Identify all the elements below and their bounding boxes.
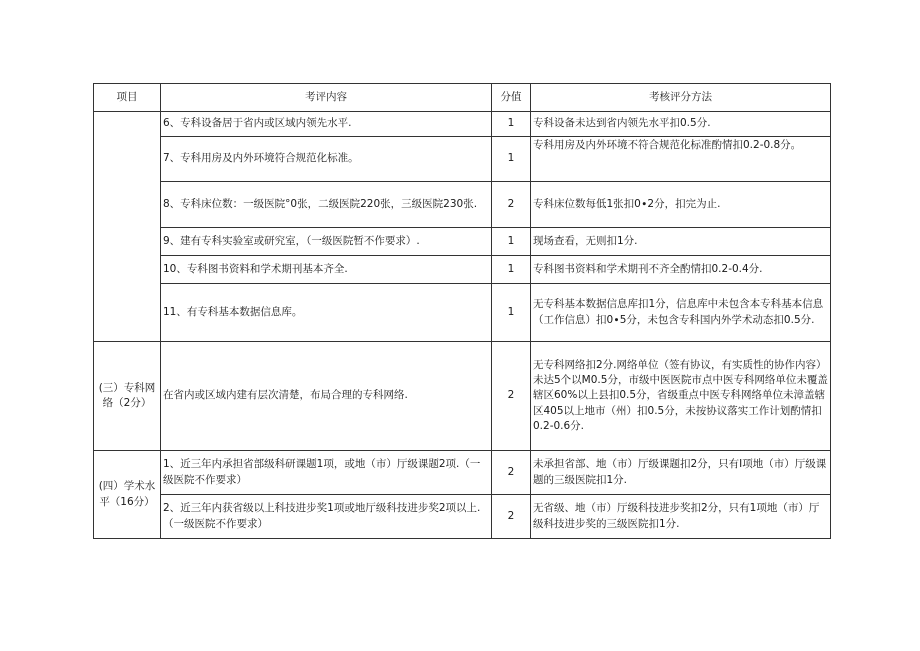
content-cell: 6、专科设备居于省内或区域内领先水平. <box>161 112 492 137</box>
score-cell: 1 <box>492 284 531 342</box>
score-cell: 2 <box>492 451 531 495</box>
content-cell: 在省内或区域内建有层次清楚，布局合理的专科网络. <box>161 342 492 451</box>
group-item-cell: (三）专科网络（2分） <box>94 342 161 451</box>
table-row <box>94 284 831 342</box>
table-row <box>94 228 831 256</box>
evaluation-table <box>93 83 831 539</box>
table-row <box>94 342 831 451</box>
content-cell: 9、建有专科实验室或研究室，（一级医院暂不作要求）. <box>161 228 492 256</box>
table-row <box>94 451 831 495</box>
content-cell: 2、近三年内获省级以上科技进步奖1项或地厅级科技进步奖2项以上.（一级医院不作要求） <box>161 495 492 539</box>
score-cell: 1 <box>492 137 531 182</box>
table-row <box>94 182 831 228</box>
header-score: 分值 <box>492 84 531 112</box>
method-cell: 无专科网络扣2分.网络单位（签有协议，有实质性的协作内容）未达5个以M0.5分，市级中医医院市点中医专科网络单位未覆盖辖区60%以上县扣0.5分，省级重点中医专科网络单位未漳盖辖区405以上地市（州）扣0.5分，未按协议落实工作计划酌情扣0.2-0.6分. <box>531 342 831 451</box>
method-cell: 无省级、地（市）厅级科技进步奖扣2分，只有1项地（市）厅级科技进步奖的三级医院扣1分. <box>531 495 831 539</box>
table-row <box>94 495 831 539</box>
score-cell: 1 <box>492 256 531 284</box>
table-row <box>94 137 831 182</box>
method-cell: 现场查看，无则扣1分. <box>531 228 831 256</box>
score-cell: 1 <box>492 112 531 137</box>
score-cell: 1 <box>492 228 531 256</box>
method-cell: 专科用房及内外环境不符合规范化标准酌情扣0.2-0.8分。 <box>531 137 831 182</box>
table-row <box>94 256 831 284</box>
header-row <box>94 84 831 112</box>
content-cell: 10、专科图书资料和学术期刊基本齐全. <box>161 256 492 284</box>
table-row <box>94 112 831 137</box>
content-cell: 8、专科床位数：一级医院°0张，二级医院220张，三级医院230张. <box>161 182 492 228</box>
method-cell: 未承担省部、地（市）厅级课题扣2分，只有I项地（市）厅级课题的三级医院扣1分. <box>531 451 831 495</box>
content-cell: 11、有专科基本数据信息库。 <box>161 284 492 342</box>
group-item-cell: (四）学术水平（16分） <box>94 451 161 539</box>
content-cell: 7、专科用房及内外环境符合规范化标准。 <box>161 137 492 182</box>
method-cell: 专科图书资料和学术期刊不齐全酌情扣0.2-0.4分. <box>531 256 831 284</box>
method-cell: 专科床位数每低1张扣0∙2分，扣完为止. <box>531 182 831 228</box>
score-cell: 2 <box>492 342 531 451</box>
header-content: 考评内容 <box>161 84 492 112</box>
score-cell: 2 <box>492 495 531 539</box>
method-cell: 无专科基本数据信息库扣1分，信息库中未包含本专科基本信息（工作信息）扣0∙5分，未包含专科国内外学术动态扣0.5分. <box>531 284 831 342</box>
method-cell: 专科设备未达到省内领先水平扣0.5分. <box>531 112 831 137</box>
header-item: 项目 <box>94 84 161 112</box>
group-item-cell <box>94 112 161 342</box>
content-cell: 1、近三年内承担省部级科研课题1项，或地（市）厅级课题2项.（一级医院不作要求） <box>161 451 492 495</box>
header-method: 考核评分方法 <box>531 84 831 112</box>
score-cell: 2 <box>492 182 531 228</box>
